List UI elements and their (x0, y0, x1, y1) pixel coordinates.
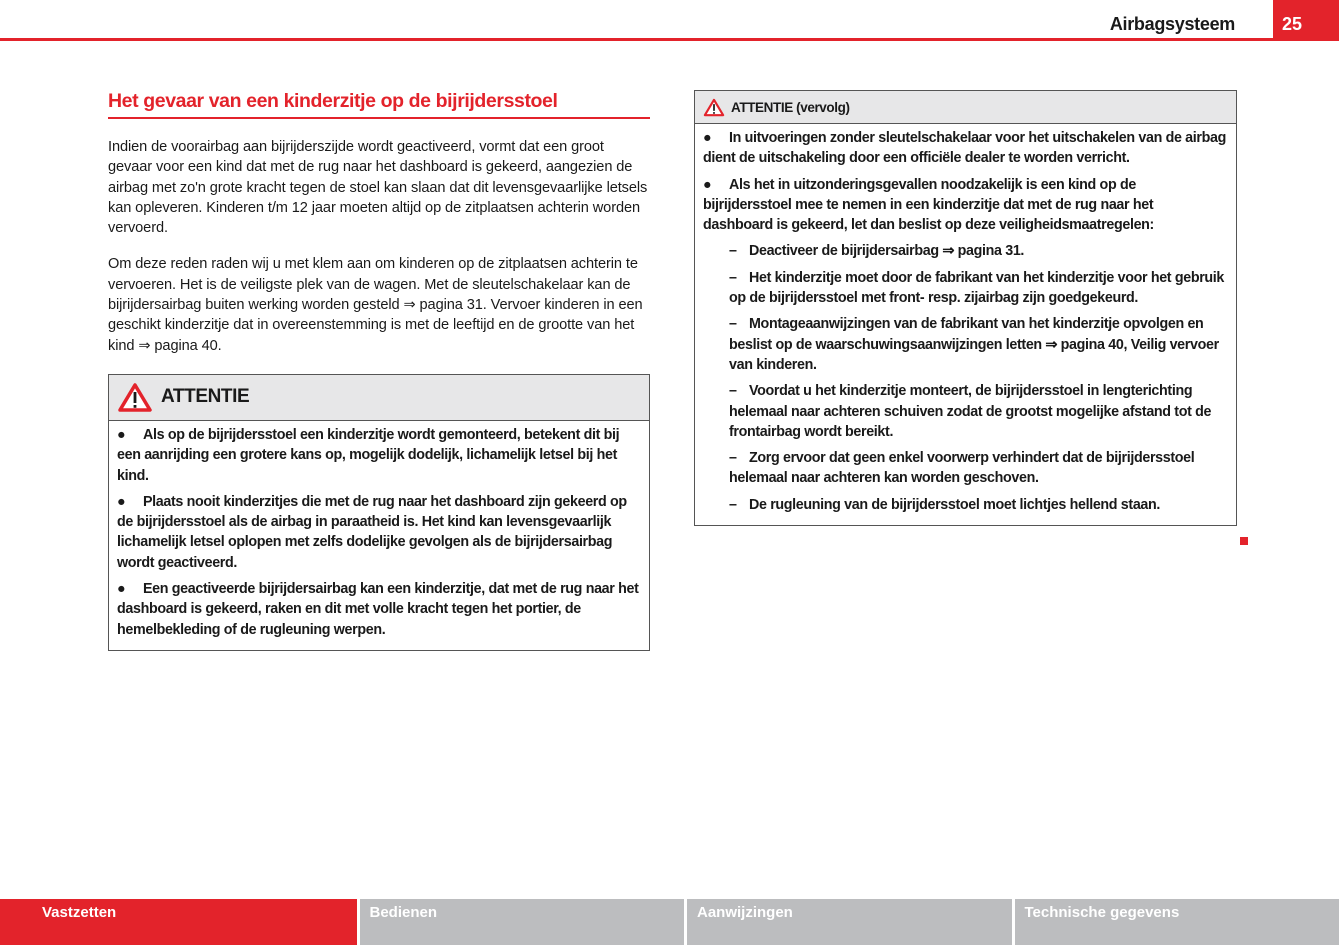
warning-subitem (703, 241, 1226, 261)
bullet: ● (703, 176, 712, 193)
warning-subitem (703, 495, 1226, 515)
tab-vastzetten[interactable]: Vastzetten (0, 899, 357, 945)
warning-subitem (703, 268, 1226, 309)
warning-subitem (703, 448, 1226, 489)
section-heading: Het gevaar van een kinderzitje op de bijrijdersstoel (108, 90, 650, 119)
warning-subitem (703, 314, 1226, 375)
bullet: ● (117, 426, 126, 443)
warning-subitem (703, 381, 1226, 442)
footer-nav (0, 899, 1339, 945)
tab-technische-gegevens[interactable]: Technische gegevens (1015, 899, 1339, 945)
subitem-text: Montageaanwijzingen van de fabrikant van het kinderzitje opvolgen en beslist op de waarschuwingsaanwijzingen letten ⇒ pagina 40, Veilig vervoer van kinderen. (729, 316, 1219, 373)
warning-box-continued (694, 90, 1237, 526)
page-number: 25 (1273, 0, 1339, 41)
header-rule (0, 38, 1339, 41)
dash: – (729, 243, 737, 260)
warning-item-text: In uitvoeringen zonder sleutelschakelaar voor het uitschakelen van de airbag dient de uitschakeling door een officiële dealer te worden verricht. (703, 130, 1226, 167)
warning-title: ATTENTIE (vervolg) (731, 99, 850, 115)
warning-header (109, 375, 649, 421)
warning-item (703, 175, 1226, 236)
warning-header (695, 91, 1236, 124)
dash: – (729, 383, 737, 400)
subitem-text: Deactiveer de bijrijdersairbag ⇒ pagina 31. (749, 243, 1025, 260)
bullet: ● (117, 581, 126, 598)
warning-triangle-icon (703, 98, 725, 117)
dash: – (729, 450, 737, 467)
dash: – (729, 496, 737, 513)
bullet: ● (117, 493, 126, 510)
warning-box (108, 374, 650, 651)
warning-triangle-icon (117, 382, 153, 413)
dash: – (729, 316, 737, 333)
section-title: Airbagsysteem (1109, 14, 1235, 34)
paragraph: Indien de voorairbag aan bijrijderszijde wordt geactiveerd, vormt dat een groot gevaar voor een kind dat met de rug naar het dashboard is gekeerd, aangezien de airbag met zo'n grote kracht tegen de stoel kan slaan dat dit levensgevaarlijke letsels kan opleveren. Kinderen t/m 12 jaar moeten altijd op de zitplaatsen achterin worden vervoerd. (108, 139, 648, 237)
warning-item (117, 492, 639, 573)
warning-item (117, 579, 639, 640)
warning-title: ATTENTIE (161, 386, 250, 408)
subitem-text: Voordat u het kinderzitje monteert, de bijrijdersstoel in lengterichting helemaal naar achteren schuiven zodat de grootst mogelijke afstand tot de frontairbag wordt bereikt. (729, 383, 1212, 440)
tab-bedienen[interactable]: Bedienen (360, 899, 685, 945)
bullet: ● (703, 130, 712, 146)
warning-item-text: Plaats nooit kinderzitjes die met de rug naar het dashboard zijn gekeerd op de bijrijdersstoel als de airbag in paraatheid is. Het kind kan levensgevaarlijk lichamelijk letsel oplopen met zelfs dodelijke gevolgen als de bijrijdersairbag wordt geactiveerd. (117, 493, 627, 571)
warning-item (117, 425, 639, 486)
dash: – (729, 269, 737, 286)
warning-item-text: Een geactiveerde bijrijdersairbag kan een kinderzitje, dat met de rug naar het dashboard is gekeerd, raken en dit met volle kracht tegen het portier, de hemelbekleding of de rugleuning werpen. (117, 581, 639, 638)
section-end-marker (1240, 537, 1248, 545)
right-column (694, 90, 1237, 526)
subitem-text: Het kinderzitje moet door de fabrikant van het kinderzitje voor het gebruik op de bijrijdersstoel met front- resp. zijairbag zijn goedgekeurd. (729, 269, 1225, 307)
paragraph: Om deze reden raden wij u met klem aan om kinderen op de zitplaatsen achterin te vervoeren. Het is de veiligste plek van de wagen. Met de sleutelschakelaar kan de bijrijdersairbag buiten werking worden gesteld ⇒ pagina 31. Vervoer kinderen in een geschikt kinderzitje dat in overeenstemming is met de leeftijd en de grootte van het kind ⇒ pagina 40. (108, 256, 643, 354)
tab-aanwijzingen[interactable]: Aanwijzingen (687, 899, 1012, 945)
warning-item-text: Als het in uitzonderingsgevallen noodzakelijk is een kind op de bijrijdersstoel mee te nemen in een kinderzitje dat met de rug naar het dashboard is gekeerd, let dan beslist op deze veiligheidsmaatregelen: (703, 176, 1154, 234)
subitem-text: Zorg ervoor dat geen enkel voorwerp verhindert dat de bijrijdersstoel helemaal naar achteren kan worden geschoven. (729, 450, 1195, 487)
subitem-text: De rugleuning van de bijrijdersstoel moet lichtjes hellend staan. (749, 496, 1161, 513)
warning-item-text: Als op de bijrijdersstoel een kinderzitje wordt gemonteerd, betekent dit bij een aanrijding een grotere kans op, mogelijk dodelijk, lichamelijk letsel bij het kind. (117, 426, 620, 484)
left-column (108, 90, 650, 651)
warning-item (703, 128, 1226, 169)
